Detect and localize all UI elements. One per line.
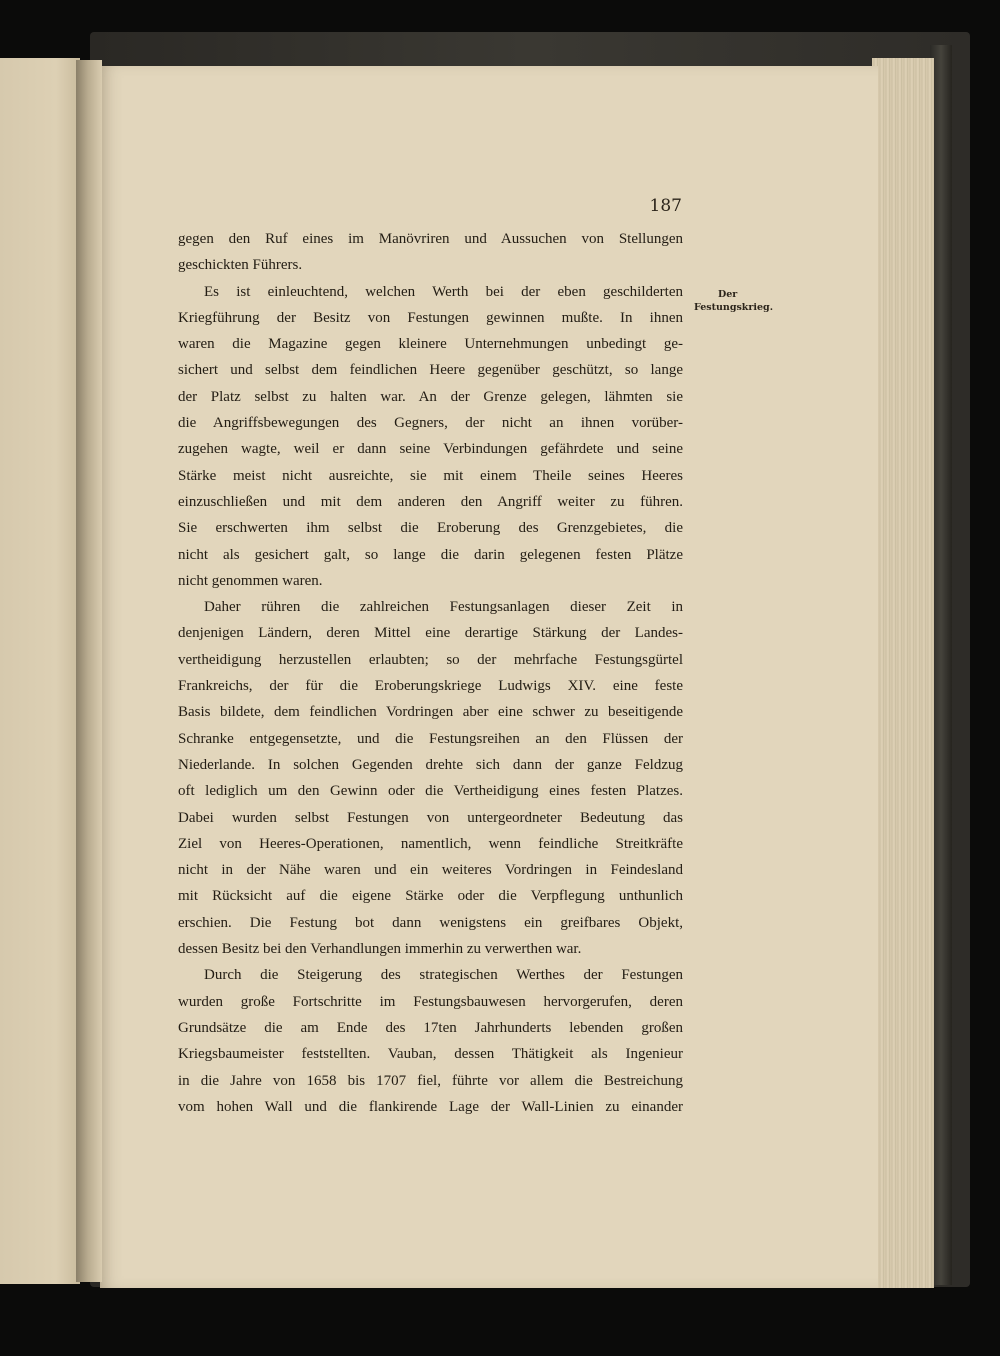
text-line: erschien. Die Festung bot dann wenigstens ein greifbares Objekt, bbox=[178, 914, 683, 931]
text-line: gegen den Ruf eines im Manövriren und Aussuchen von Stellungen bbox=[178, 231, 683, 247]
text-line: Basis bildete, dem feindlichen Vordringen aber eine schwer zu beseitigende bbox=[178, 704, 683, 721]
text-line: oft lediglich um den Gewinn oder die Vertheidigung eines festen Platzes. bbox=[178, 783, 683, 800]
text-line: wurden große Fortschritte im Festungsbauwesen hervorgerufen, deren bbox=[178, 993, 683, 1010]
text-line: Durch die Steigerung des strategischen Werthes der Festungen bbox=[204, 967, 683, 984]
body-text bbox=[178, 226, 683, 1120]
text-line: Frankreichs, der für die Eroberungskriege Ludwigs XIV. eine feste bbox=[178, 678, 683, 695]
text-line: nicht als gesichert galt, so lange die darin gelegenen festen Plätze bbox=[178, 546, 683, 563]
text-line: Niederlande. In solchen Gegenden drehte sich dann der ganze Feldzug bbox=[178, 756, 683, 773]
text-line: waren die Magazine gegen kleinere Unternehmungen unbedingt ge- bbox=[178, 336, 683, 353]
text-line: Schranke entgegensetzte, und die Festungsreihen an den Flüssen der bbox=[178, 730, 683, 747]
margin-note-line: Festungskrieg. bbox=[694, 302, 774, 313]
text-line: denjenigen Ländern, deren Mittel eine derartige Stärkung der Landes- bbox=[178, 625, 683, 642]
text-line: Daher rühren die zahlreichen Festungsanlagen dieser Zeit in bbox=[204, 599, 683, 616]
text-line: zugehen wagte, weil er dann seine Verbindungen gefährdete und seine bbox=[178, 441, 683, 458]
text-line: Kriegsbaumeister feststellten. Vauban, dessen Thätigkeit als Ingenieur bbox=[178, 1046, 683, 1063]
text-line: Dabei wurden selbst Festungen von untergeordneter Bedeutung das bbox=[178, 809, 683, 826]
page-gutter bbox=[76, 60, 102, 1282]
margin-note-line: Der bbox=[718, 289, 738, 300]
text-line: Kriegführung der Besitz von Festungen gewinnen mußte. In ihnen bbox=[178, 309, 683, 326]
text-line: sichert und selbst dem feindlichen Heere gegenüber geschützt, so lange bbox=[178, 362, 683, 379]
text-line: Sie erschwerten ihm selbst die Eroberung des Grenzgebietes, die bbox=[178, 520, 683, 537]
text-line: Stärke meist nicht ausreichte, sie mit einem Theile seines Heeres bbox=[178, 467, 683, 484]
left-page-edge bbox=[0, 58, 80, 1284]
text-line: die Angriffsbewegungen des Gegners, der nicht an ihnen vorüber- bbox=[178, 415, 683, 432]
margin-note bbox=[694, 288, 774, 314]
text-line: nicht genommen waren. bbox=[178, 572, 323, 589]
text-line: einzuschließen und mit dem anderen den Angriff weiter zu führen. bbox=[178, 493, 683, 510]
text-line: geschickten Führers. bbox=[178, 257, 303, 274]
text-line: in die Jahre von 1658 bis 1707 fiel, führte vor allem die Bestreichung bbox=[178, 1072, 683, 1089]
text-line: Grundsätze die am Ende des 17ten Jahrhunderts lebenden großen bbox=[178, 1019, 683, 1036]
text-line: vertheidigung herzustellen erlaubten; so der mehrfache Festungsgürtel bbox=[178, 651, 683, 668]
text-line: nicht in der Nähe waren und ein weiteres Vordringen in Feindesland bbox=[178, 862, 683, 879]
text-line: dessen Besitz bei den Verhandlungen immerhin zu verwerthen war. bbox=[178, 941, 582, 958]
page-edges bbox=[872, 58, 934, 1288]
text-line: der Platz selbst zu halten war. An der Grenze gelegen, lähmten sie bbox=[178, 388, 683, 405]
text-line: Ziel von Heeres-Operationen, namentlich, wenn feindliche Streitkräfte bbox=[178, 835, 683, 852]
text-line: mit Rücksicht auf die eigene Stärke oder die Verpflegung unthunlich bbox=[178, 888, 683, 905]
text-line: vom hohen Wall und die flankirende Lage der Wall-Linien zu einander bbox=[178, 1098, 683, 1115]
text-line: Es ist einleuchtend, welchen Werth bei der eben geschilderten bbox=[204, 283, 683, 300]
page-number: 187 bbox=[649, 196, 682, 216]
